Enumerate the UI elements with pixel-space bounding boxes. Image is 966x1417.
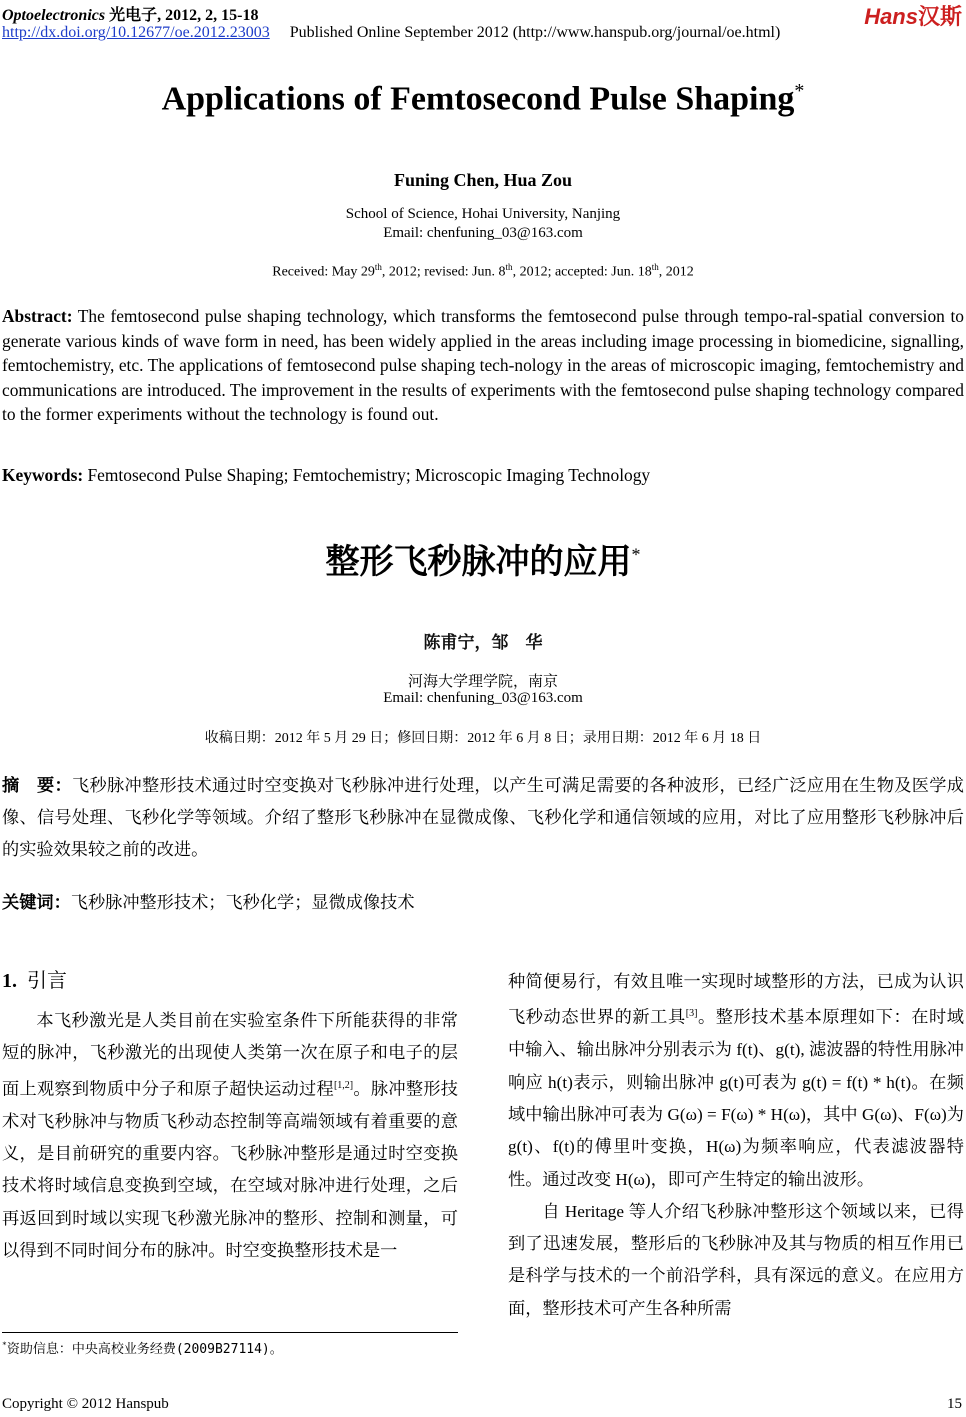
keywords-label-cn: 关键词： [2,893,71,913]
paragraph-text: 本飞秒激光是人类目前在实验室条件下所能获得的非常短的脉冲，飞秒激光的出现使人类第一次在原子和电子的层面上观察到物质中分子和原子超快运动过程 [2,1011,458,1099]
keywords-text-cn: 飞秒脉冲整形技术；飞秒化学；显微成像技术 [70,893,415,912]
revised-sup: th [505,262,513,272]
footnote [2,1338,283,1357]
footnote-mark: * [2,1340,7,1350]
title-cn-text: 整形飞秒脉冲的应用 [325,542,632,582]
published-online: Published Online September 2012 (http://www.hanspub.org/journal/oe.html) [289,24,781,41]
revised-date: , 2012; revised: Jun. 8 [381,264,506,280]
section-heading [2,964,458,997]
title-en-text: Applications of Femtosecond Pulse Shaping [161,80,795,118]
section-number: 1. [2,970,17,992]
email-cn: Email: chenfuning_03@163.com [383,690,583,706]
dates-en [0,262,966,281]
footnote-text: 资助信息：中央高校业务经费(2009B27114)。 [6,1342,283,1357]
paragraph [2,1005,458,1267]
authors-cn: 陈甫宁，邹 华 [423,633,543,653]
hanspub-logo [864,0,962,31]
journal-name-cn: 光电子 [109,7,158,24]
doi-link[interactable]: http://dx.doi.org/10.12677/oe.2012.23003 [2,24,270,41]
citation: [1,2] [333,1079,354,1091]
abstract-text-cn: 飞秒脉冲整形技术通过时空变换对飞秒脉冲进行处理，以产生可满足需要的各种波形，已经广泛应用在生物及医学成像、信号处理、飞秒化学等领域。介绍了整形飞秒脉冲在显微成像、飞秒化学和通信领域的应用，对比了应用整形飞秒脉冲后的实验效果较之前的改进。 [2,776,964,859]
dates-tail: , 2012 [658,264,694,280]
accepted-date: , 2012; accepted: Jun. 18 [512,264,652,280]
paper-title-cn [0,534,966,583]
accepted-sup: th [651,262,659,272]
logo-text-en: Hans [864,4,918,29]
keywords-en [2,465,964,486]
authors-en: Funing Chen, Hua Zou [393,170,573,190]
abstract-label-cn: 摘 要： [2,776,72,796]
paragraph-text: 。脉冲整形技术对飞秒脉冲与物质飞秒动态控制等高端领域有着重要的意义，是目前研究的重要内容。飞秒脉冲整形是通过时空变换技术将时域信息变换到空域，在空域对脉冲进行处理，之后再返回到时域以实现飞秒激光脉冲的整形、控制和测量，可以得到不同时间分布的脉冲。时空变换整形技术是一 [2,1079,458,1260]
copyright: Copyright © 2012 Hanspub [2,1396,169,1412]
journal-name: Optoelectronics [2,7,106,24]
logo-text-cn: 汉斯 [917,4,962,29]
keywords-cn [2,888,964,913]
journal-header [2,2,258,25]
section-title: 引言 [27,968,67,992]
publication-line [2,24,780,42]
title-cn-mark: * [631,544,641,565]
abstract-text-en: The femtosecond pulse shaping technology, which transforms the femtosecond pulse through tempo-ral-spatial conversion to generate various kinds of wave form in need, has been widely applied in the areas including image processing in biomedicine, signalling, femtochemistry, etc. The applications of femtosecond pulse shaping tech-nology in the areas of microscopic imaging, femtochemistry and communications are introduced. The improvement in the results of experiments with the femtosecond pulse shaping technology compared to the former experiments without the technology is found out. [2,306,964,424]
keywords-label-en: Keywords: [2,465,84,485]
title-en-mark: * [794,80,805,102]
dates-cn: 收稿日期：2012 年 5 月 29 日；修回日期：2012 年 6 月 8 日；录用日期：2012 年 6 月 18 日 [204,731,762,746]
volume-info: , 2012, 2, 15-18 [157,7,259,24]
citation: [3] [685,1008,698,1020]
body-column-right [508,966,964,1325]
keywords-text-en: Femtosecond Pulse Shaping; Femtochemistry; Microscopic Imaging Technology [83,465,651,485]
affiliation-cn: 河海大学理学院，南京 [407,674,558,690]
paragraph-text: 种简便易行，有效且唯一实现时域整形的方法，已成为认识飞秒动态世界的新工具 [508,972,964,1028]
affiliation-en: School of Science, Hohai University, Nanjing [345,206,621,222]
paper-title-en [0,80,966,118]
received-date: Received: May 29 [272,264,375,280]
email-en: Email: chenfuning_03@163.com [383,225,583,241]
paragraph [508,966,964,1196]
page-number: 15 [947,1396,962,1412]
body-column-left [2,964,458,1267]
paragraph: 自 Heritage 等人介绍飞秒脉冲整形这个领域以来，已得到了迅速发展，整形后的飞秒脉冲及其与物质的相互作用已是科学与技术的一个前沿学科，具有深远的意义。在应用方面，整形技术可产生各种所需 [508,1201,964,1318]
abstract-en [2,304,964,427]
abstract-label-en: Abstract: [2,306,73,326]
received-sup: th [374,262,382,272]
abstract-cn [2,770,964,866]
paragraph-text: 。整形技术基本原理如下：在时域中输入、输出脉冲分别表示为 f(t)、g(t), 滤波器的特性用脉冲响应 h(t)表示，则输出脉冲 g(t)可表为 g(t) = f(t) * h(t)。在频域中输出脉冲可表为 G(ω) = F(ω) * H(ω)，其中 G(ω)、F(ω)为 g(t)、f(t)的傅里叶变换，H(ω)为频率响应，代表滤波器特性。通过改变 H(ω)，即可产生特定的输出波形。 [508,1008,964,1189]
footnote-divider [2,1332,458,1333]
